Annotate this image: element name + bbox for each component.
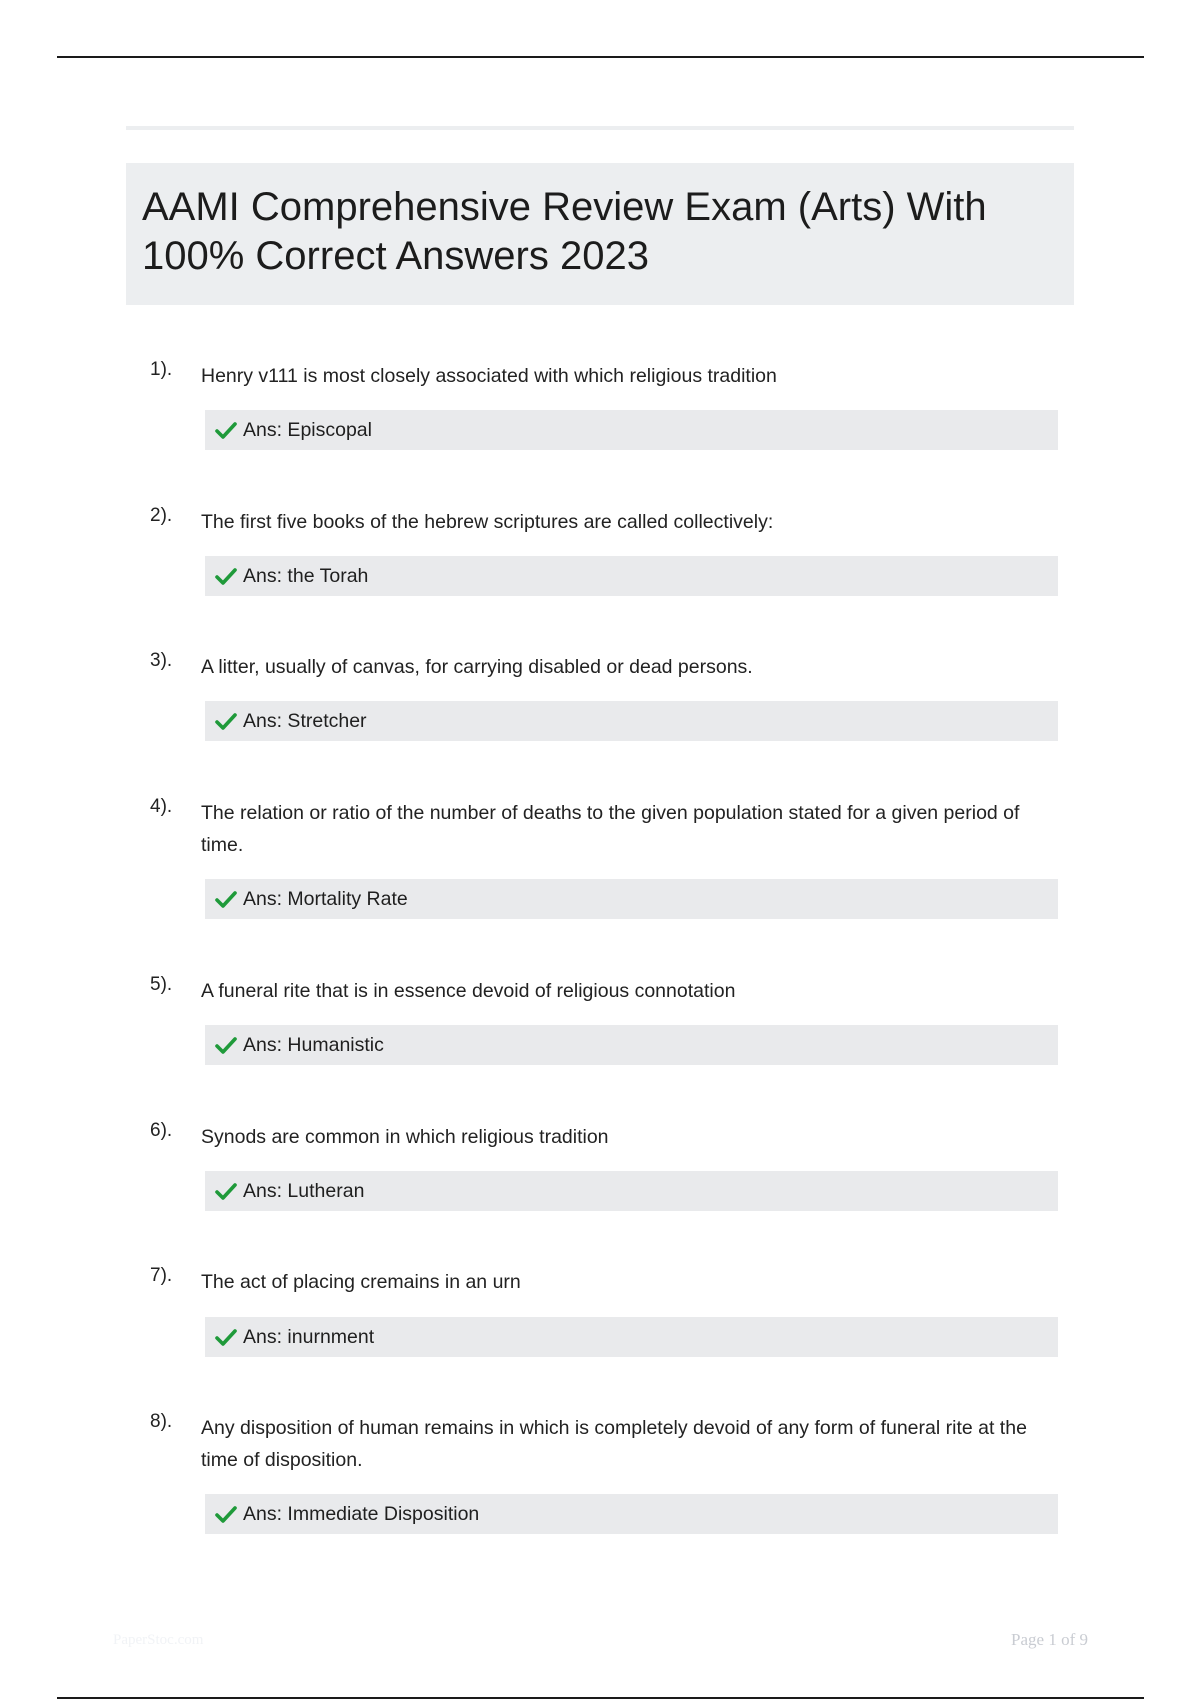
check-icon xyxy=(215,712,237,730)
check-icon xyxy=(215,1182,237,1200)
answer-box xyxy=(205,1317,1058,1357)
page-number: Page 1 of 9 xyxy=(1011,1630,1088,1649)
question-number: 3). xyxy=(150,650,173,671)
answer-text: Ans: Mortality Rate xyxy=(243,887,408,910)
answer-text: Ans: Episcopal xyxy=(243,418,372,441)
question-number: 4). xyxy=(150,796,173,817)
answer-text: Ans: Immediate Disposition xyxy=(243,1502,480,1525)
check-icon xyxy=(215,567,237,585)
check-icon xyxy=(215,1328,237,1346)
question-number: 1). xyxy=(150,359,173,380)
question-number: 7). xyxy=(150,1265,173,1286)
question-number: 6). xyxy=(150,1120,173,1141)
check-icon xyxy=(215,1505,237,1523)
question-number: 2). xyxy=(150,505,173,526)
answer-text: Ans: the Torah xyxy=(243,564,369,587)
title-line-1: AAMI Comprehensive Review Exam (Arts) With xyxy=(142,185,987,229)
question-number: 5). xyxy=(150,974,173,995)
question-number: 8). xyxy=(150,1411,173,1432)
answer-box xyxy=(205,1025,1058,1065)
answer-text: Ans: inurnment xyxy=(243,1325,375,1348)
watermark-text: PaperStoc.com xyxy=(113,1632,204,1648)
answer-box xyxy=(205,1494,1058,1534)
bottom-rule xyxy=(57,1697,1144,1699)
question-text: A funeral rite that is in essence devoid of religious connotation xyxy=(201,980,736,1002)
check-icon xyxy=(215,1036,237,1054)
answer-box xyxy=(205,701,1058,741)
answer-text: Ans: Stretcher xyxy=(243,709,367,732)
answer-box xyxy=(205,410,1058,450)
answer-box xyxy=(205,1171,1058,1211)
question-text: A litter, usually of canvas, for carrying disabled or dead persons. xyxy=(201,656,753,678)
answer-box xyxy=(205,879,1058,919)
check-icon xyxy=(215,421,237,439)
answer-box xyxy=(205,556,1058,596)
question-text: Any disposition of human remains in which is completely devoid of any form of funeral rite at the time of disposition. xyxy=(201,1417,1027,1471)
answer-text: Ans: Humanistic xyxy=(243,1033,384,1056)
question-text: Henry v111 is most closely associated with which religious tradition xyxy=(201,365,777,387)
question-text: The relation or ratio of the number of deaths to the given population stated for a given period of time. xyxy=(201,802,1020,856)
title-line-2: 100% Correct Answers 2023 xyxy=(142,234,649,278)
answer-text: Ans: Lutheran xyxy=(243,1179,365,1202)
question-text: Synods are common in which religious tradition xyxy=(201,1126,609,1148)
check-icon xyxy=(215,890,237,908)
question-text: The act of placing cremains in an urn xyxy=(201,1271,521,1293)
question-text: The first five books of the hebrew scriptures are called collectively: xyxy=(201,511,774,533)
